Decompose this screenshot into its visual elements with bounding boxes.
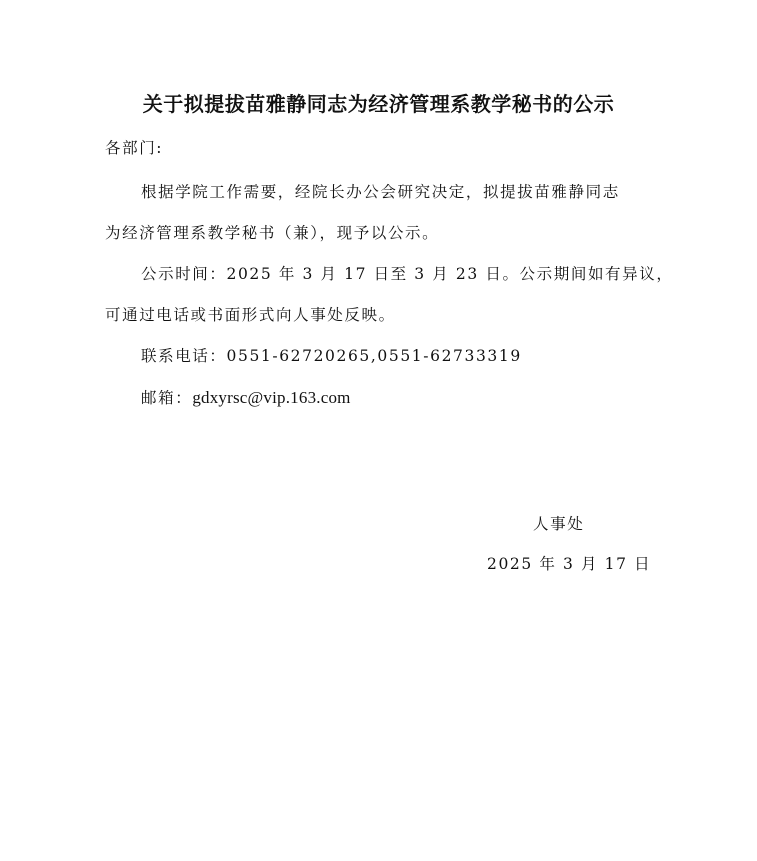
paragraph-2-line-2: 可通过电话或书面形式向人事处反映。 [105,306,396,324]
signature-date: 2025 年 3 月 17 日 [487,555,652,573]
email-value: gdxyrsc@vip.163.com [192,388,351,407]
phone-value: 0551-62720265,0551-62733319 [226,347,522,365]
phone-label: 联系电话： [141,347,227,365]
signature-department: 人事处 [533,515,585,533]
paragraph-2-line-1: 公示时间：2025 年 3 月 17 日至 3 月 23 日。公示期间如有异议， [141,265,674,283]
contact-phone-line [141,344,522,366]
paragraph-1-line-1: 根据学院工作需要，经院长办公会研究决定，拟提拔苗雅静同志 [141,183,620,201]
paragraph-1-line-2: 为经济管理系教学秘书（兼），现予以公示。 [105,224,440,242]
contact-email-line [141,386,351,408]
greeting-line: 各部门: [105,139,164,157]
document-title: 关于拟提拔苗雅静同志为经济管理系教学秘书的公示 [142,92,615,116]
email-label: 邮箱： [141,389,193,407]
